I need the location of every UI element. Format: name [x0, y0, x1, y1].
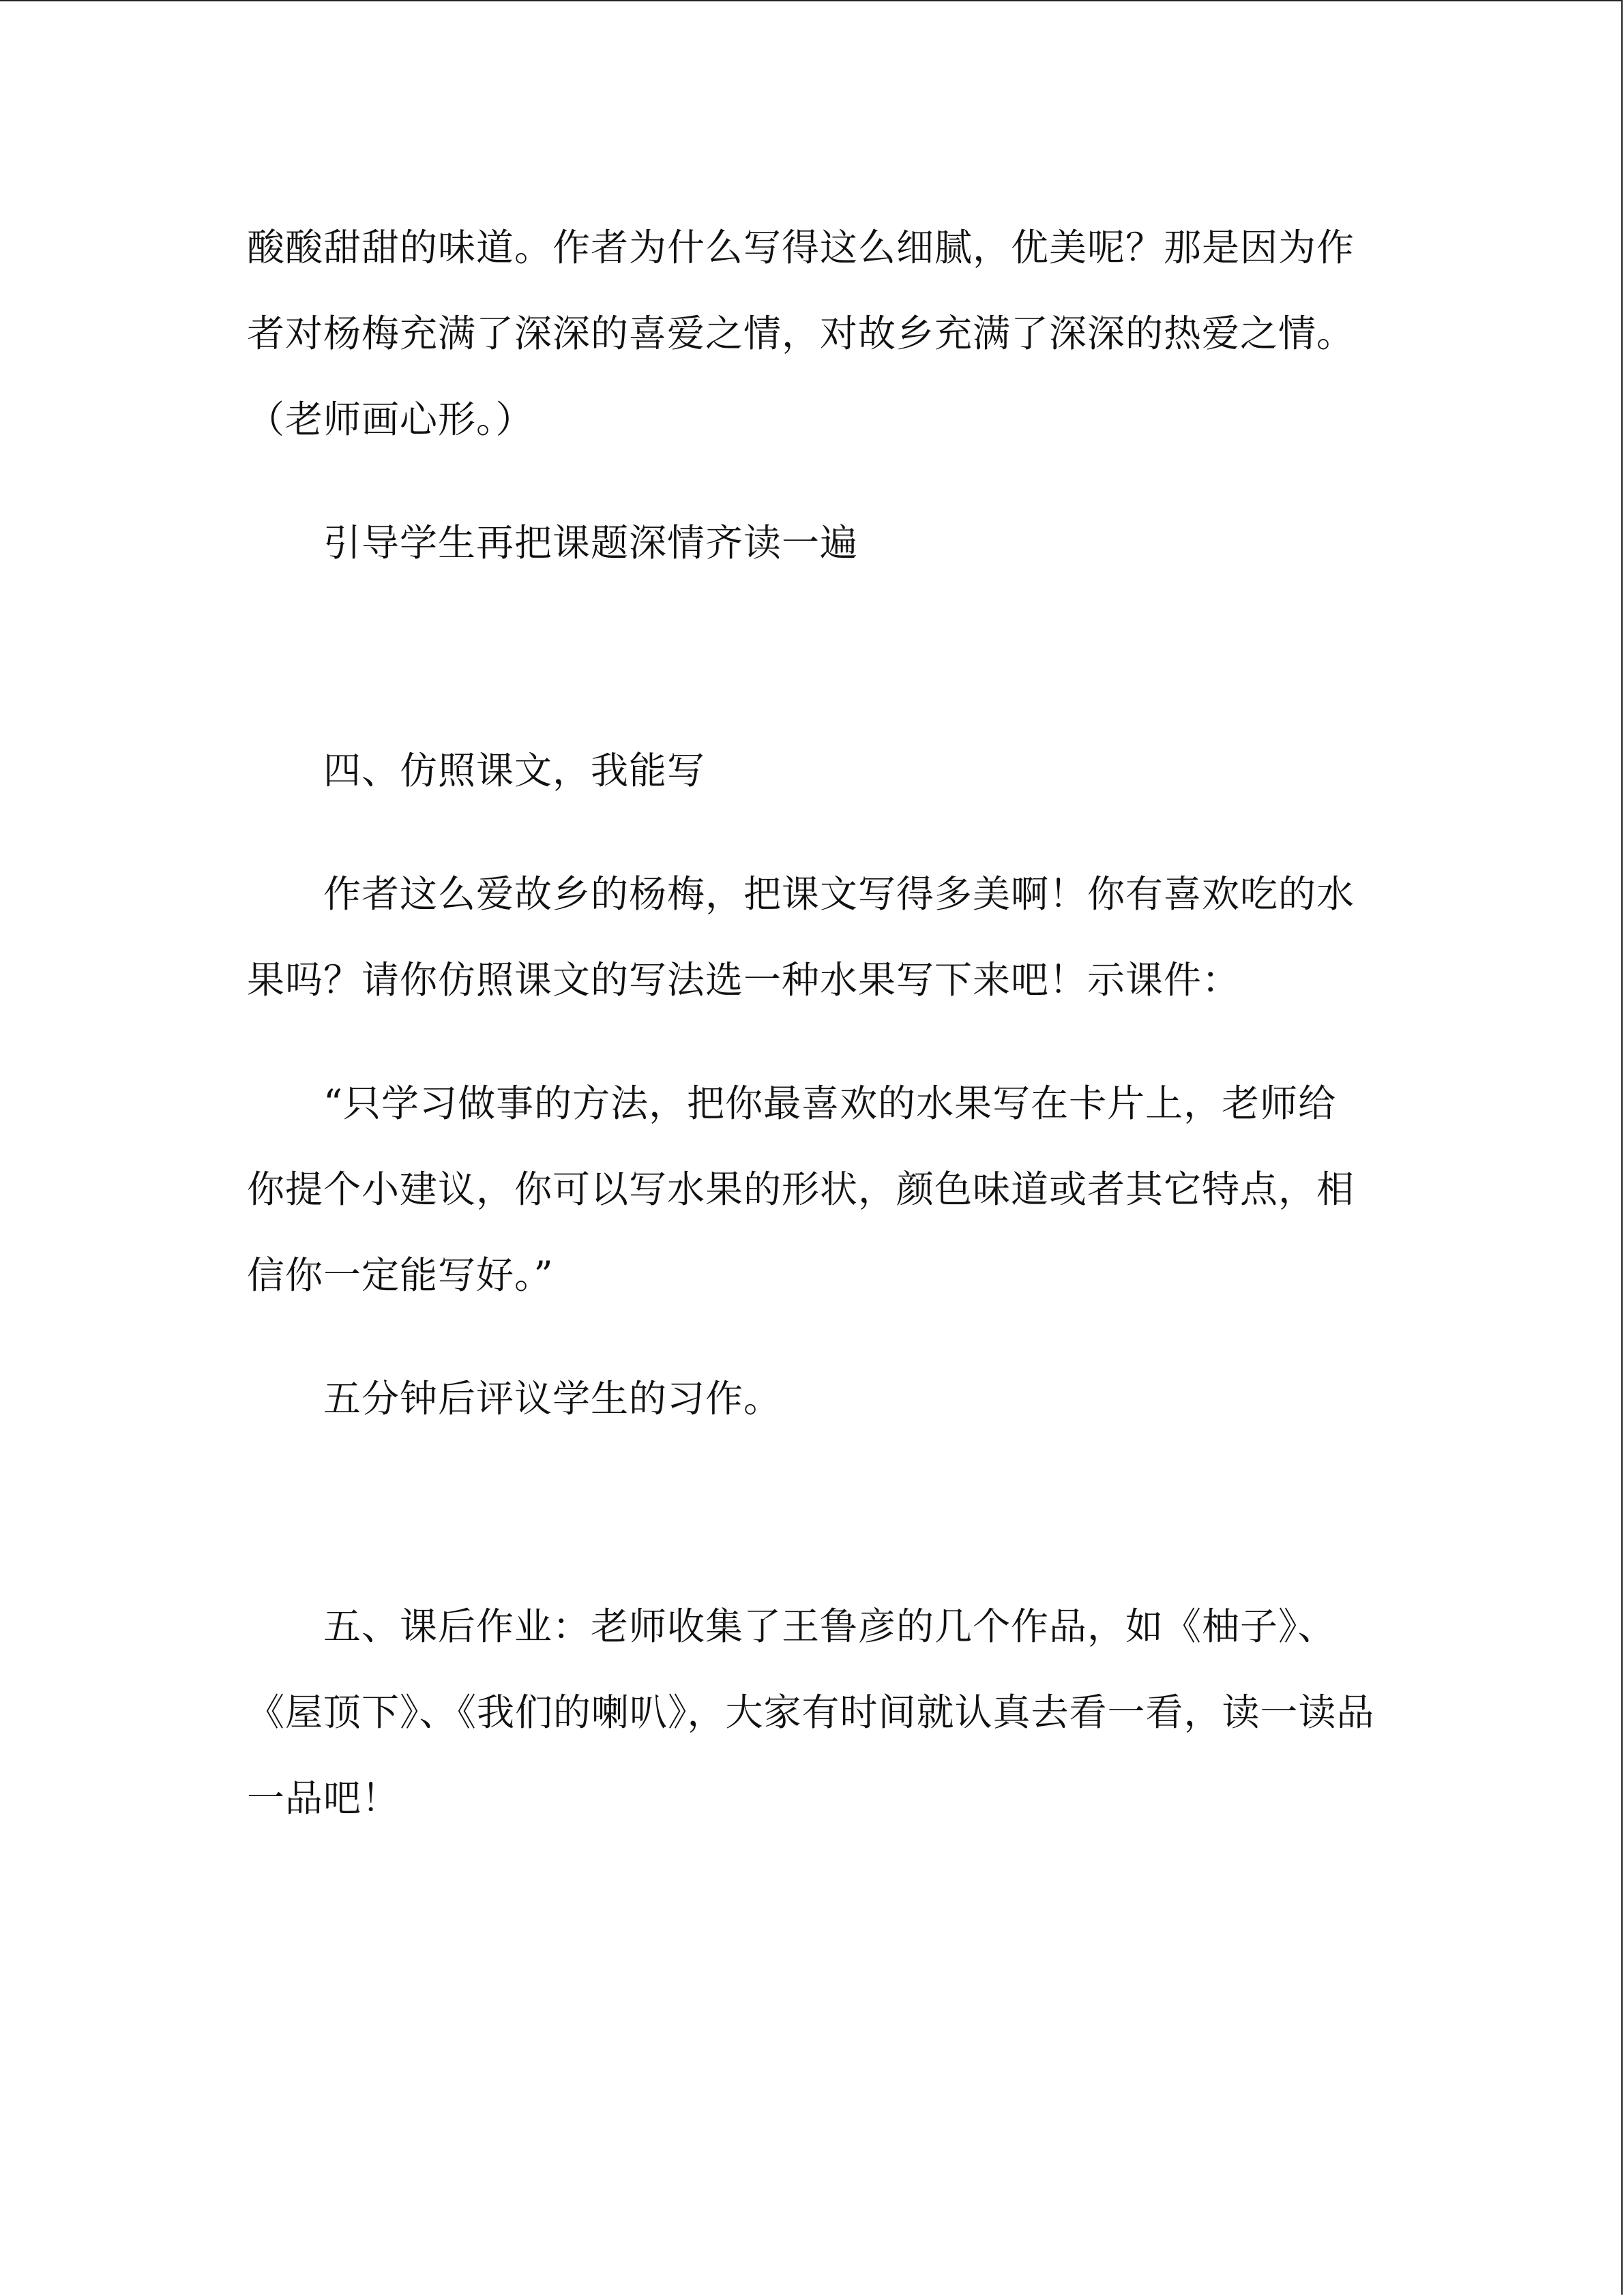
text-line: 作者这么爱故乡的杨梅，把课文写得多美啊！你有喜欢吃的水: [323, 872, 1355, 916]
text-line: 《屋顶下》、《我们的喇叭》，大家有时间就认真去看一看，读一读品: [247, 1690, 1375, 1734]
document-body: [247, 205, 1375, 1841]
text-line: 五分钟后评议学生的习作。: [323, 1377, 782, 1420]
text-line: 酸酸甜甜的味道。作者为什么写得这么细腻，优美呢？那是因为作: [247, 226, 1355, 269]
paragraph-4: [247, 851, 1372, 1023]
text-line: 一品吧！: [247, 1776, 400, 1820]
text-line: 果吗？请你仿照课文的写法选一种水果写下来吧！示课件：: [247, 958, 1241, 1002]
text-line: 引导学生再把课题深情齐读一遍: [323, 521, 859, 565]
paragraph-2: [247, 500, 1372, 586]
paragraph-6: [247, 1356, 1372, 1442]
paragraph-5: [247, 1060, 1372, 1318]
text-line: 信你一定能写好。”: [247, 1253, 554, 1297]
text-line: 四、仿照课文，我能写: [323, 749, 706, 792]
text-line: 你提个小建议，你可以写水果的形状，颜色味道或者其它特点，相: [247, 1167, 1355, 1211]
text-line: （老师画心形。）: [247, 398, 534, 441]
text-line: 者对杨梅充满了深深的喜爱之情，对故乡充满了深深的热爱之情。: [247, 312, 1355, 355]
section-heading-5: [247, 1583, 1375, 1841]
section-heading-4: [247, 728, 1372, 814]
text-line: 五、课后作业：老师收集了王鲁彦的几个作品，如《柚子》、: [323, 1605, 1336, 1648]
text-line: “只学习做事的方法，把你最喜欢的水果写在卡片上，老师给: [323, 1082, 1337, 1125]
paragraph-1: [247, 205, 1372, 462]
